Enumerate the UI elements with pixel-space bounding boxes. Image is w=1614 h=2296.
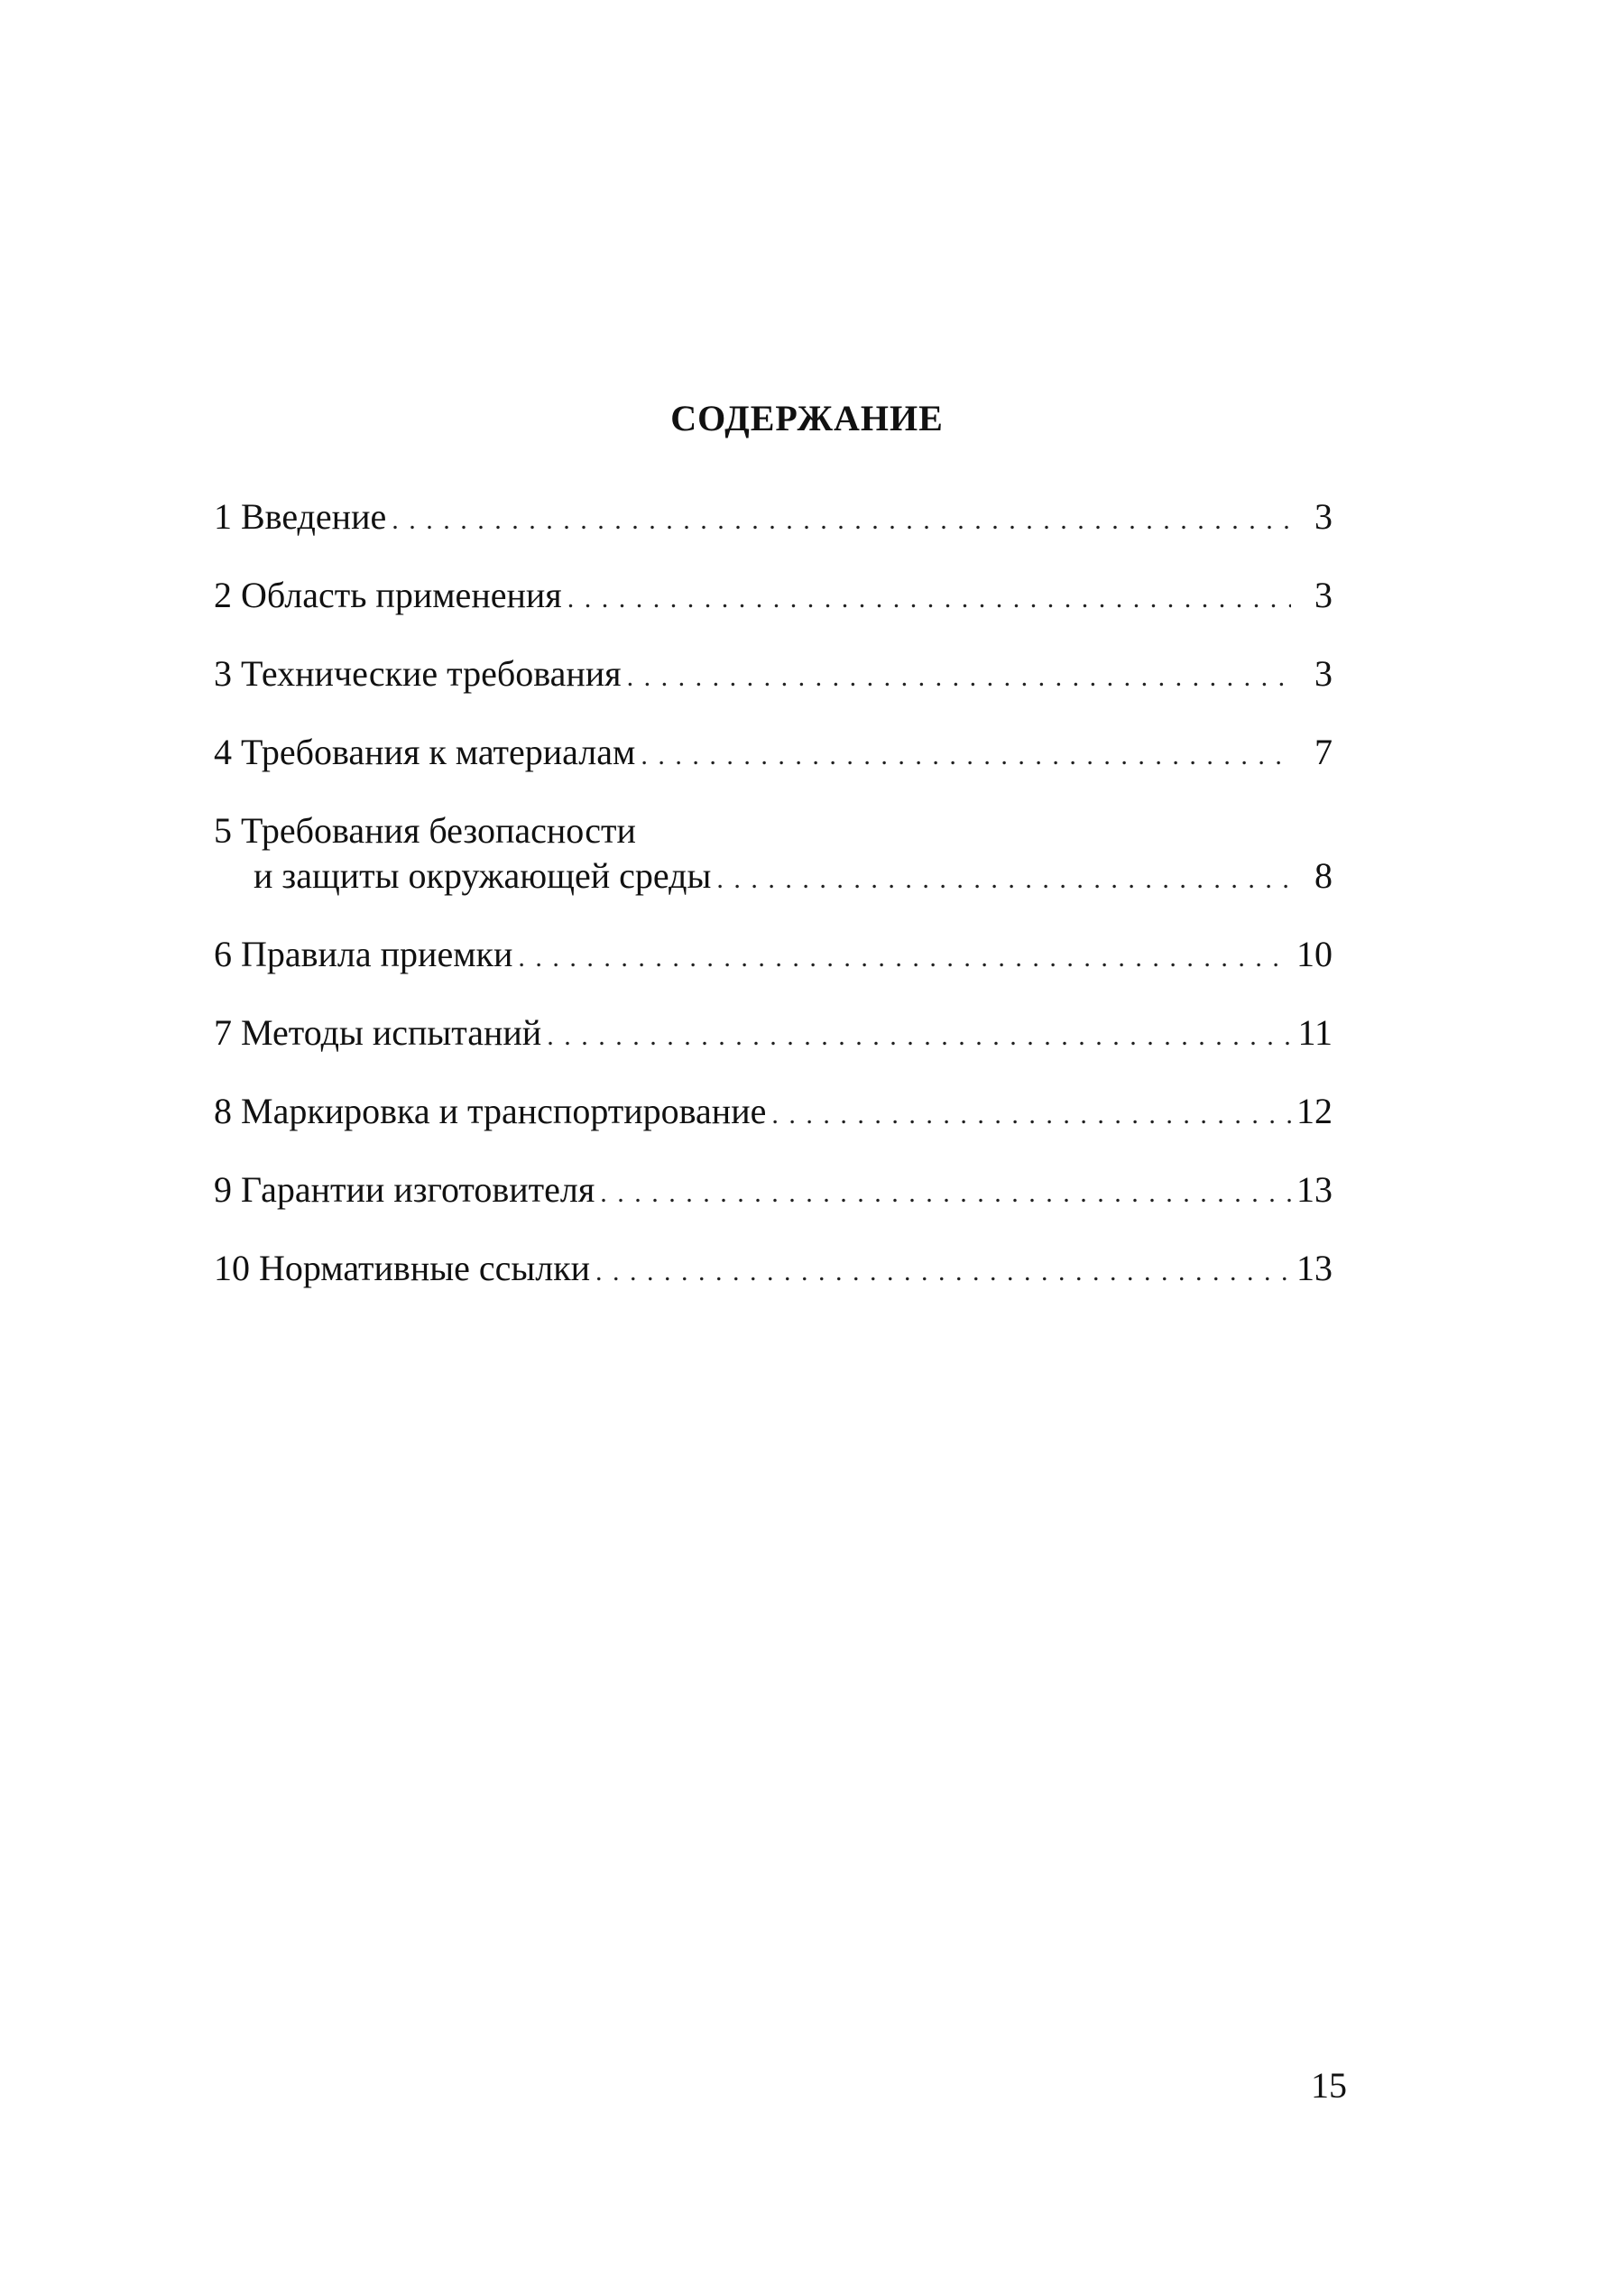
toc-section-title-line1: Требования безопасности — [241, 810, 636, 851]
toc-line — [214, 494, 1333, 539]
toc-section-title — [232, 1167, 595, 1213]
toc-section-number: 3 — [214, 653, 232, 694]
toc-line — [214, 1167, 1333, 1213]
toc-section-title-text: Гарантии изготовителя — [241, 1169, 595, 1210]
toc-section-title — [250, 1246, 590, 1291]
toc-section-number: 7 — [214, 1012, 232, 1053]
toc-section-title-text: Нормативные ссылки — [259, 1248, 591, 1288]
toc-page-number: 8 — [1314, 855, 1333, 896]
toc-section-title — [232, 651, 622, 696]
toc-page-number: 11 — [1297, 1012, 1333, 1053]
toc-page-number: 3 — [1314, 496, 1333, 537]
toc-entry-1 — [214, 494, 1333, 539]
toc-entry-9 — [214, 1167, 1333, 1213]
toc-entry-10 — [214, 1246, 1333, 1291]
toc-section-title-text: Правила приемки — [241, 934, 513, 974]
toc-line — [214, 573, 1333, 618]
toc-section-number: 9 — [214, 1169, 232, 1210]
toc-dot-leader — [627, 655, 1291, 700]
table-of-contents — [214, 494, 1333, 1324]
toc-section-title-text: Методы испытаний — [241, 1012, 542, 1053]
toc-section-number: 1 — [214, 496, 232, 537]
toc-dot-leader — [716, 857, 1291, 902]
toc-entry-8 — [214, 1089, 1333, 1134]
toc-section-title — [232, 573, 562, 618]
toc-line — [214, 808, 1333, 853]
toc-page-number: 13 — [1296, 1248, 1333, 1288]
toc-section-title-text: Технические требования — [241, 653, 622, 694]
toc-line — [214, 932, 1333, 977]
toc-dot-leader — [600, 1171, 1291, 1216]
toc-section-title-text: Маркировка и транспортирование — [241, 1091, 767, 1131]
toc-dot-leader — [641, 733, 1291, 779]
toc-line — [214, 1246, 1333, 1291]
toc-section-title — [232, 932, 512, 977]
toc-entry-3 — [214, 651, 1333, 696]
toc-dot-leader — [567, 576, 1291, 622]
toc-section-number: 6 — [214, 934, 232, 974]
toc-section-title-text: Введение — [241, 496, 387, 537]
toc-page-number: 13 — [1296, 1169, 1333, 1210]
toc-line — [214, 1010, 1333, 1056]
toc-section-number: 2 — [214, 575, 232, 615]
toc-entry-5 — [214, 808, 1333, 899]
toc-section-title-text: Область применения — [241, 575, 562, 615]
toc-section-title-line2: и защиты окружающей среды — [254, 855, 712, 896]
toc-section-number: 10 — [214, 1248, 250, 1288]
toc-section-title — [232, 1010, 541, 1056]
page-number: 15 — [1311, 2065, 1347, 2106]
toc-entry-6 — [214, 932, 1333, 977]
toc-line — [214, 730, 1333, 775]
toc-dot-leader — [547, 1014, 1291, 1059]
toc-entry-4 — [214, 730, 1333, 775]
toc-page-number: 12 — [1296, 1091, 1333, 1131]
toc-page-number: 3 — [1314, 575, 1333, 615]
toc-section-title — [232, 730, 635, 775]
toc-dot-leader — [771, 1093, 1291, 1138]
toc-line — [214, 1089, 1333, 1134]
toc-section-title — [232, 494, 386, 539]
toc-section-number: 5 — [214, 810, 232, 851]
toc-dot-leader — [518, 936, 1291, 981]
toc-entry-2 — [214, 573, 1333, 618]
toc-dot-leader — [595, 1249, 1291, 1295]
toc-section-title — [232, 1089, 766, 1134]
toc-section-title-text: Требования к материалам — [241, 732, 636, 772]
toc-page-number: 10 — [1296, 934, 1333, 974]
toc-entry-7 — [214, 1010, 1333, 1056]
toc-line — [214, 651, 1333, 696]
toc-page-number: 3 — [1314, 653, 1333, 694]
toc-section-number: 4 — [214, 732, 232, 772]
toc-heading: СОДЕРЖАНИЕ — [670, 398, 944, 438]
toc-section-number: 8 — [214, 1091, 232, 1131]
toc-dot-leader — [392, 498, 1291, 543]
toc-line — [214, 853, 1333, 899]
toc-page-number: 7 — [1314, 732, 1333, 772]
